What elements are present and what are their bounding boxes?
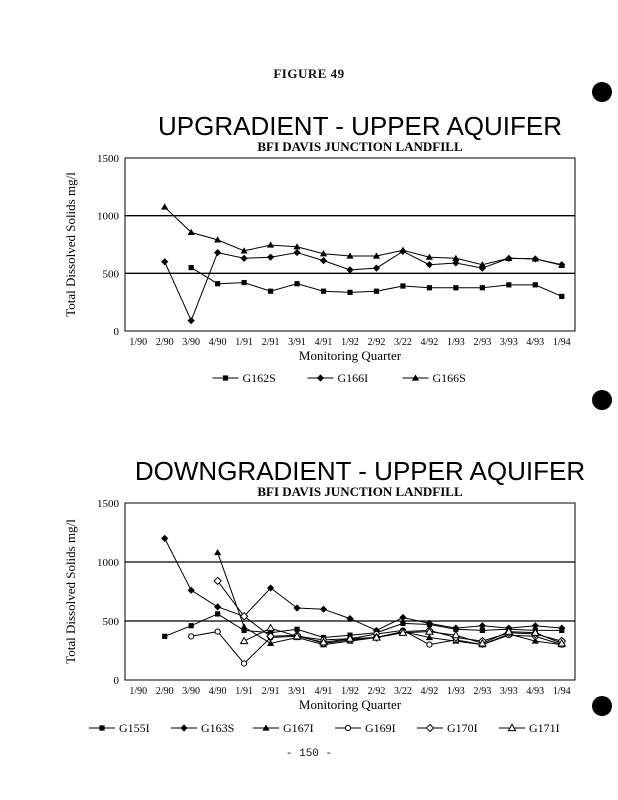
legend-item (89, 721, 150, 735)
series-line (165, 614, 562, 638)
data-point (215, 611, 220, 616)
data-point (426, 261, 433, 268)
legend-marker (223, 375, 228, 380)
x-tick-label: 4/91 (314, 337, 333, 348)
legend-label: G155I (119, 721, 150, 735)
page-number: - 150 - (285, 748, 333, 760)
x-tick-label: 2/92 (367, 337, 386, 348)
data-point (399, 614, 406, 621)
legend-item (499, 721, 560, 735)
data-point (214, 249, 221, 256)
punch-hole-3 (592, 696, 612, 716)
data-point (189, 265, 194, 270)
x-tick-label: 2/90 (155, 686, 174, 697)
x-tick-label: 3/91 (288, 686, 306, 697)
x-tick-label: 2/92 (367, 686, 386, 697)
data-point (161, 535, 168, 542)
x-tick-label: 1/91 (235, 686, 254, 697)
x-tick-label: 2/93 (473, 686, 492, 697)
plot-frame (125, 158, 575, 331)
data-point (242, 280, 247, 285)
data-point (399, 247, 406, 253)
chart-title: DOWNGRADIENT - UPPER AQUIFER (134, 456, 586, 486)
legend-item (171, 721, 234, 735)
upgradient-chart (0, 100, 618, 500)
legend-label: G166S (432, 371, 466, 385)
data-point (294, 281, 299, 286)
x-tick-label: 4/90 (208, 337, 227, 348)
legend-label: G162S (242, 371, 276, 385)
legend-label: G169I (365, 721, 396, 735)
data-point (293, 249, 300, 256)
legend-marker (99, 725, 104, 730)
series-G170I (214, 577, 565, 647)
data-point (188, 317, 195, 324)
legend-item (335, 721, 396, 735)
data-point (400, 621, 405, 626)
data-point (189, 634, 194, 639)
data-point (215, 629, 220, 634)
data-point (453, 285, 458, 290)
data-point (267, 624, 274, 630)
x-tick-label: 2/93 (473, 337, 492, 348)
x-tick-label: 4/92 (420, 686, 439, 697)
data-point (241, 255, 248, 262)
chart-subtitle: BFI DAVIS JUNCTION LANDFILL (257, 139, 463, 154)
punch-hole-2 (592, 390, 612, 410)
x-tick-label: 3/93 (499, 686, 518, 697)
data-point (373, 265, 380, 272)
x-tick-label: 3/22 (394, 337, 412, 348)
chart-title: UPGRADIENT - UPPER AQUIFER (157, 111, 563, 141)
data-point (214, 549, 221, 555)
x-tick-label: 3/90 (182, 686, 201, 697)
data-point (241, 637, 248, 643)
x-tick-label: 4/90 (208, 686, 227, 697)
y-tick-label: 0 (113, 675, 119, 687)
x-tick-label: 4/93 (526, 337, 545, 348)
series-G163S (161, 535, 565, 634)
x-tick-label: 3/93 (499, 337, 518, 348)
x-axis-label: Monitoring Quarter (298, 697, 402, 712)
x-tick-label: 1/90 (129, 686, 148, 697)
data-point (161, 258, 168, 265)
y-tick-label: 500 (102, 268, 119, 281)
x-tick-label: 4/92 (420, 337, 439, 348)
legend-marker (345, 725, 350, 730)
y-tick-label: 1500 (97, 498, 119, 510)
data-point (427, 285, 432, 290)
y-axis-label: Total Dissolved Solids mg/l (63, 519, 78, 664)
legend-label: G166I (337, 371, 369, 385)
x-tick-label: 4/91 (314, 686, 333, 697)
x-tick-label: 2/90 (155, 337, 174, 348)
x-axis-label: Monitoring Quarter (298, 348, 402, 363)
x-tick-label: 1/94 (552, 337, 571, 348)
x-tick-label: 1/93 (446, 337, 465, 348)
data-point (267, 254, 274, 261)
data-point (267, 241, 274, 247)
legend-item (308, 371, 369, 385)
y-tick-label: 1000 (97, 557, 119, 569)
legend-item (213, 371, 276, 385)
series-line (165, 538, 562, 630)
data-point (161, 203, 168, 209)
data-point (346, 266, 353, 273)
data-point (400, 283, 405, 288)
figure-label: FIGURE 49 (273, 66, 345, 81)
legend-item (253, 721, 314, 735)
punch-hole-1 (592, 82, 612, 102)
y-tick-label: 500 (102, 616, 119, 628)
data-point (214, 603, 221, 610)
y-axis-label: Total Dissolved Solids mg/l (63, 172, 78, 317)
data-point (321, 289, 326, 294)
legend-marker (317, 374, 324, 381)
legend-label: G167I (283, 721, 314, 735)
data-point (241, 623, 248, 629)
legend-label: G171I (529, 721, 560, 735)
x-tick-label: 1/92 (341, 686, 359, 697)
data-point (320, 257, 327, 264)
series-G166S (161, 203, 565, 267)
data-point (189, 623, 194, 628)
data-point (559, 294, 564, 299)
x-tick-label: 3/91 (288, 337, 306, 348)
data-point (320, 606, 327, 613)
data-point (242, 661, 247, 666)
x-tick-label: 3/22 (394, 686, 412, 697)
data-point (188, 587, 195, 594)
data-point (480, 285, 485, 290)
x-tick-label: 2/91 (261, 337, 280, 348)
data-point (506, 282, 511, 287)
x-tick-label: 1/94 (552, 686, 571, 697)
data-point (427, 642, 432, 647)
y-tick-label: 1000 (97, 210, 119, 223)
x-tick-label: 1/92 (341, 337, 359, 348)
legend-label: G170I (447, 721, 478, 735)
chart-subtitle: BFI DAVIS JUNCTION LANDFILL (257, 484, 463, 499)
x-tick-label: 4/93 (526, 686, 545, 697)
data-point (374, 289, 379, 294)
legend-label: G163S (201, 721, 235, 735)
legend-marker (426, 724, 433, 731)
y-tick-label: 0 (113, 326, 119, 338)
data-point (215, 281, 220, 286)
legend-marker (180, 724, 187, 731)
data-point (533, 282, 538, 287)
legend-item (417, 721, 478, 735)
legend-item (403, 371, 466, 385)
x-tick-label: 1/91 (235, 337, 254, 348)
data-point (268, 289, 273, 294)
data-point (347, 290, 352, 295)
data-point (162, 634, 167, 639)
x-tick-label: 1/93 (446, 686, 465, 697)
x-tick-label: 2/91 (261, 686, 280, 697)
x-tick-label: 3/90 (182, 337, 201, 348)
y-tick-label: 1500 (97, 153, 119, 165)
x-tick-label: 1/90 (129, 337, 148, 348)
data-point (214, 577, 221, 584)
downgradient-chart (0, 445, 618, 755)
